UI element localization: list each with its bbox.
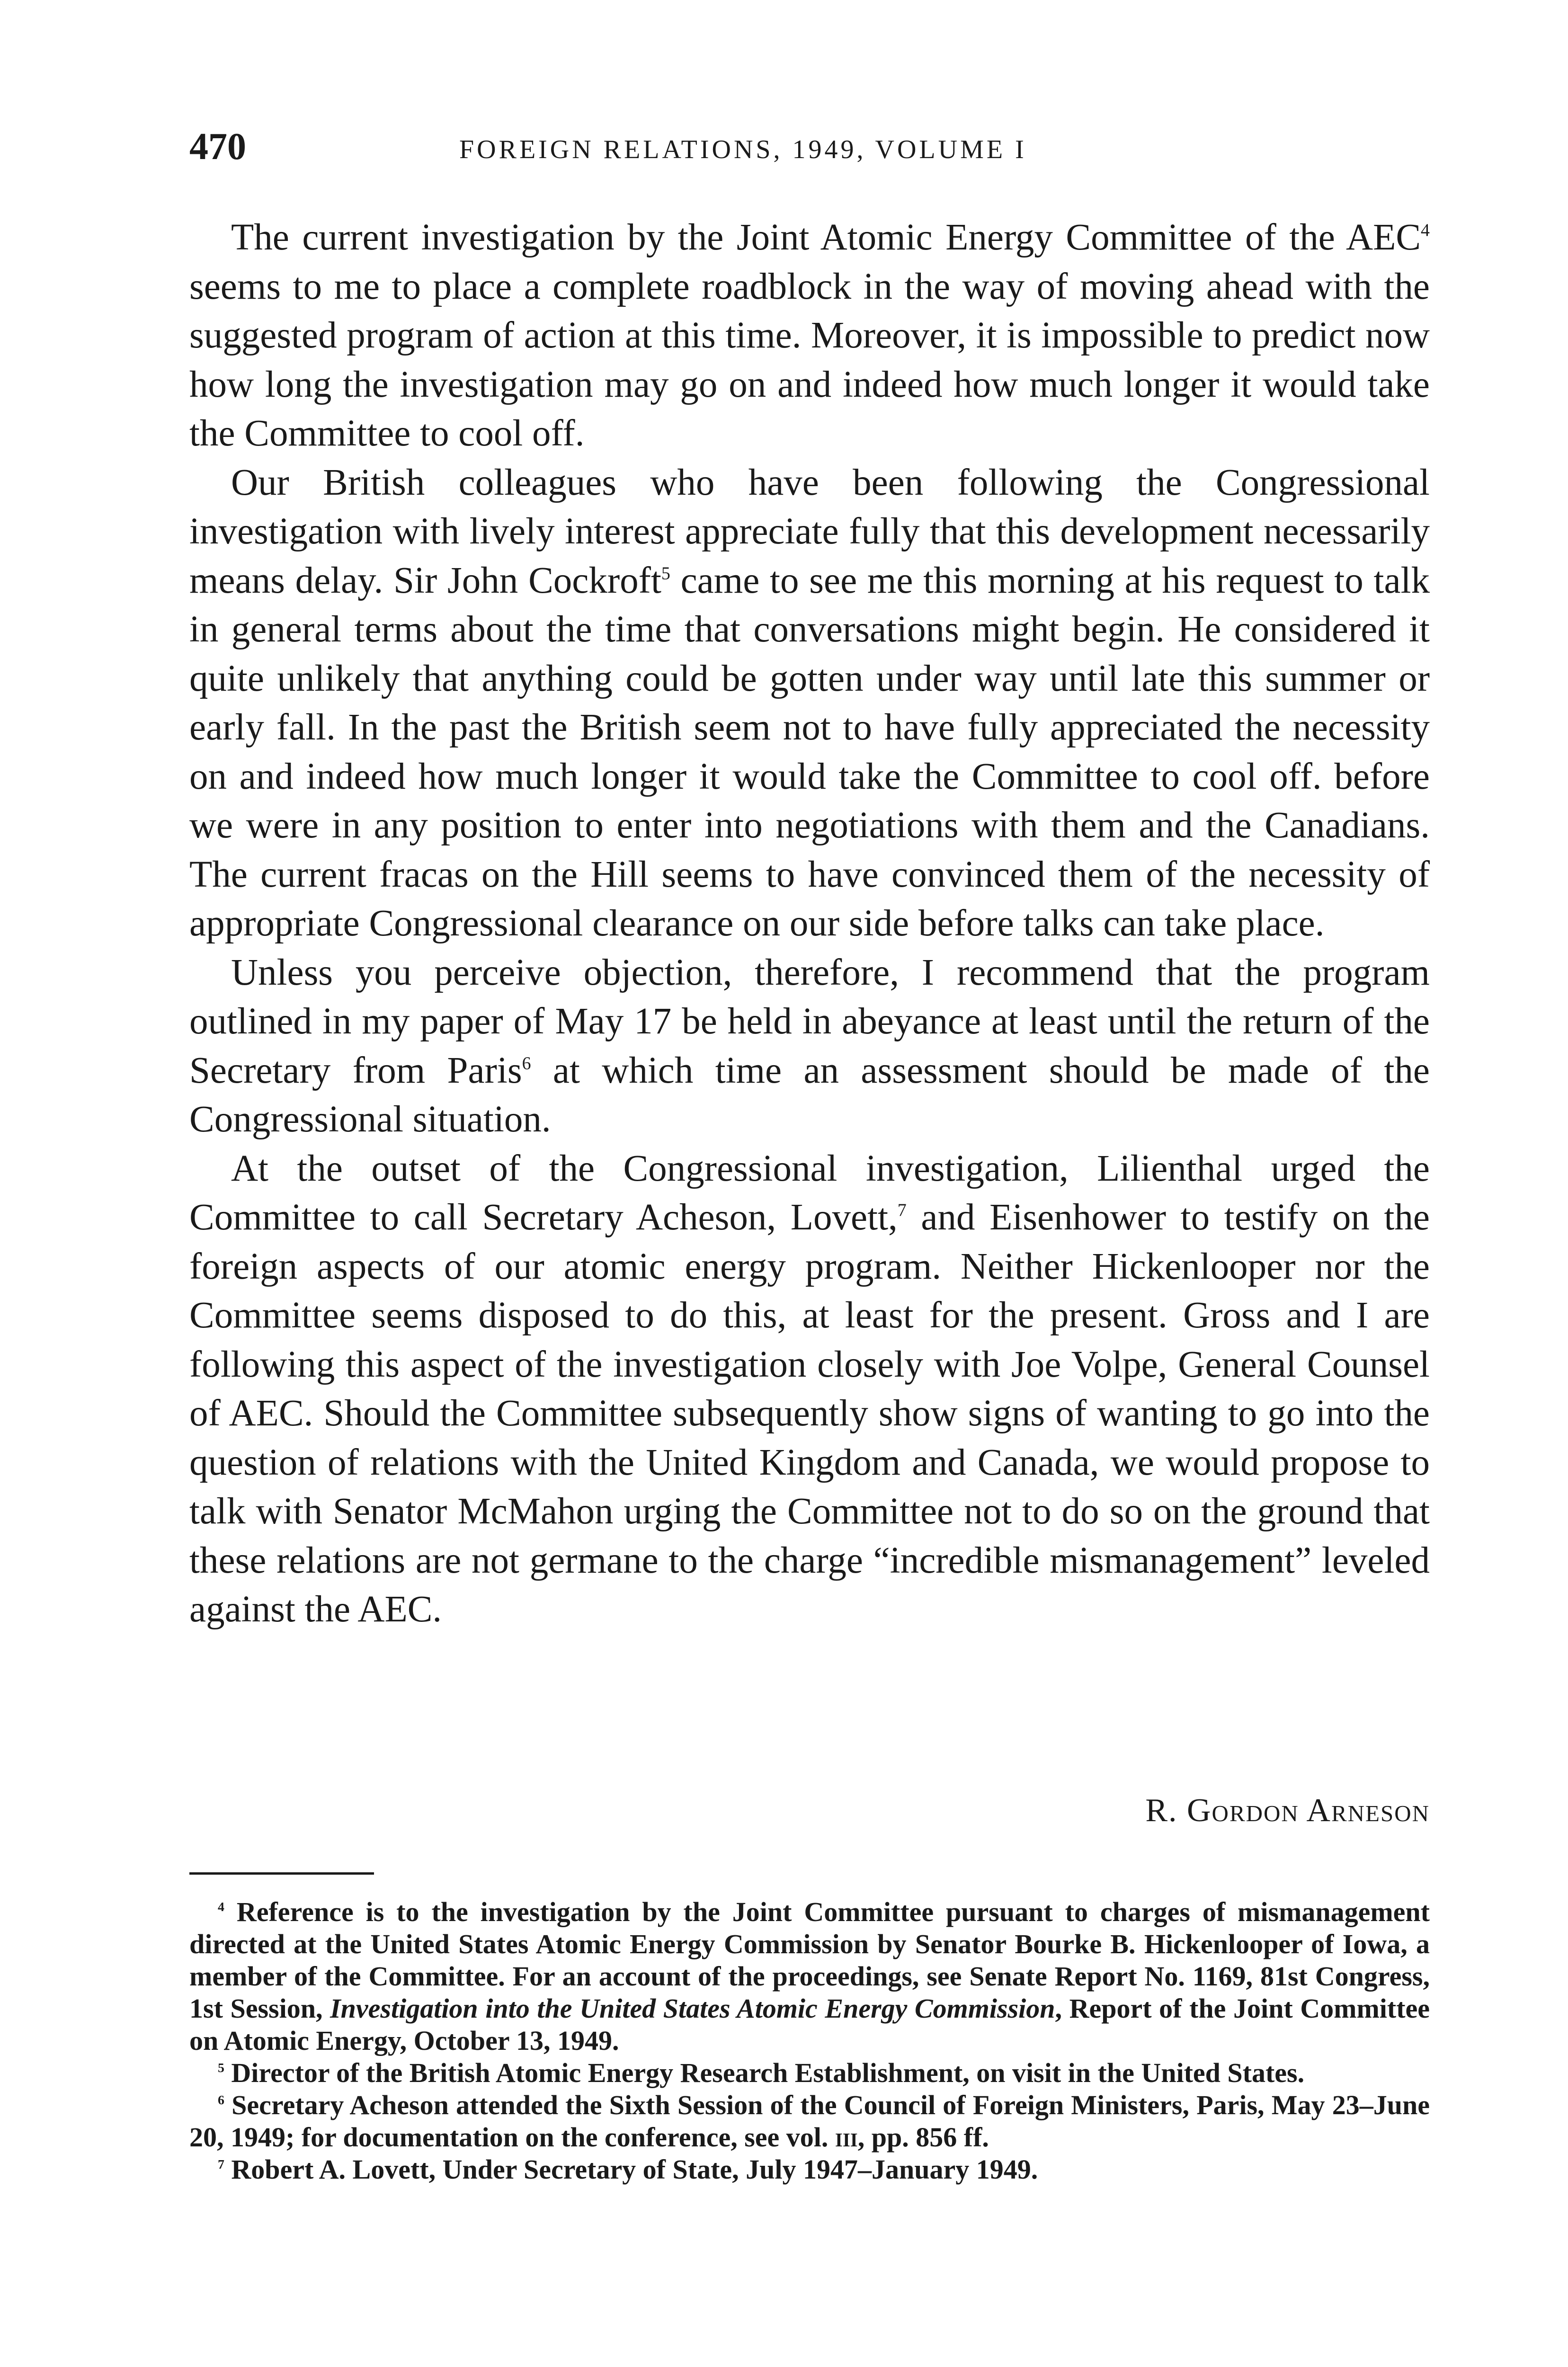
signature: R. Gordon Arneson — [1145, 1792, 1430, 1829]
footnote-6-volume: iii — [835, 2122, 858, 2153]
footnote-6-text-a: Secretary Acheson attended the Sixth Session of the Council of Foreign Ministers, Paris, May 23–June 20, 1949; for documentation on the conference, see vol. — [189, 2090, 1430, 2153]
page-header — [189, 128, 1430, 180]
footnote-mark-6: 6 — [218, 2093, 224, 2108]
footnote-7 — [189, 2153, 1430, 2186]
footnotes — [189, 1896, 1430, 2186]
memo-body — [189, 213, 1430, 1634]
footnote-4-text-b: , Report of the Joint Committee on Atomic Energy, October 13, 1949. — [189, 1993, 1430, 2056]
footnote-6 — [189, 2089, 1430, 2153]
footnote-mark-5: 5 — [218, 2061, 224, 2076]
footnote-ref-6: 6 — [522, 1053, 531, 1074]
paragraph-2 — [189, 458, 1430, 948]
footnote-divider — [189, 1872, 374, 1875]
paragraph-2-text-a: Our British colleagues who have been following the Congressional investigation with lively interest appreciate fully that this development necessarily means delay. Sir John Cockroft — [189, 462, 1430, 601]
running-head: FOREIGN RELATIONS, 1949, VOLUME I — [459, 135, 1027, 164]
footnote-ref-7: 7 — [897, 1200, 907, 1220]
footnote-5-text: Director of the British Atomic Energy Research Establishment, on visit in the United States. — [224, 2057, 1305, 2088]
footnote-6-text-b: , pp. 856 ff. — [857, 2122, 989, 2153]
footnote-4-text-a: Reference is to the investigation by the Joint Committee pursuant to charges of mismanagement directed at the United States Atomic Energy Commission by Senator Bourke B. Hickenlooper of Iowa, a member of the Committee. For an account of the proceedings, see Senate Report No. 1169, 81st Congress, 1st Session, — [189, 1896, 1430, 2024]
footnote-ref-5: 5 — [661, 563, 670, 584]
footnote-4-title: Investigation into the United States Atomic Energy Commission — [330, 1993, 1055, 2024]
paragraph-4-text-a: At the outset of the Congressional investigation, Lilienthal urged the Committee to call Secretary Acheson, Lovett, — [189, 1148, 1430, 1238]
paragraph-3-text-b: at which time an assessment should be made of the Congressional situation. — [189, 1050, 1430, 1140]
paragraph-4 — [189, 1144, 1430, 1634]
page-number: 470 — [189, 126, 246, 168]
footnote-5 — [189, 2057, 1430, 2089]
paragraph-2-text-b: came to see me this morning at his request to talk in general terms about the time that conversations might begin. He considered it quite unlikely that anything could be gotten under way until late this summer or early fall. In the past the British seem not to have fully appreciated the necessity on and indeed how much longer it would take the Committee to cool off. before we were in any position to enter into negotiations with them and the Canadians. The current fracas on the Hill seems to have convinced them of the necessity of appropriate Congressional clearance on our side before talks can take place. — [189, 560, 1430, 944]
footnote-4 — [189, 1896, 1430, 2057]
footnote-7-text: Robert A. Lovett, Under Secretary of State, July 1947–January 1949. — [224, 2154, 1038, 2185]
paragraph-4-text-b: and Eisenhower to testify on the foreign aspects of our atomic energy program. Neither Hickenlooper nor the Committee seems disposed to do this, at least for the present. Gross and I are following this aspect of the investigation closely with Joe Volpe, General Counsel of AEC. Should the Committee subsequently show signs of wanting to go into the question of relations with the United Kingdom and Canada, we would propose to talk with Senator McMahon urging the Committee not to do so on the ground that these relations are not germane to the charge “incredible mismanagement” leveled against the AEC. — [189, 1197, 1430, 1630]
paragraph-1 — [189, 213, 1430, 458]
paragraph-1-text-a: The current investigation by the Joint Atomic Energy Committee of the AEC — [231, 217, 1421, 258]
footnote-mark-4: 4 — [218, 1900, 224, 1915]
paragraph-1-text-b: seems to me to place a complete roadblock in the way of moving ahead with the suggested program of action at this time. Moreover, it is impossible to predict now how long the investigation may go on and indeed how much longer it would take the Committee to cool off. — [189, 266, 1430, 454]
paragraph-3 — [189, 948, 1430, 1144]
footnote-mark-7: 7 — [218, 2157, 224, 2172]
footnote-ref-4: 4 — [1421, 220, 1430, 240]
paragraph-3-text-a: Unless you perceive objection, therefore, I recommend that the program outlined in my paper of May 17 be held in abeyance at least until the return of the Secretary from Paris — [189, 952, 1430, 1091]
